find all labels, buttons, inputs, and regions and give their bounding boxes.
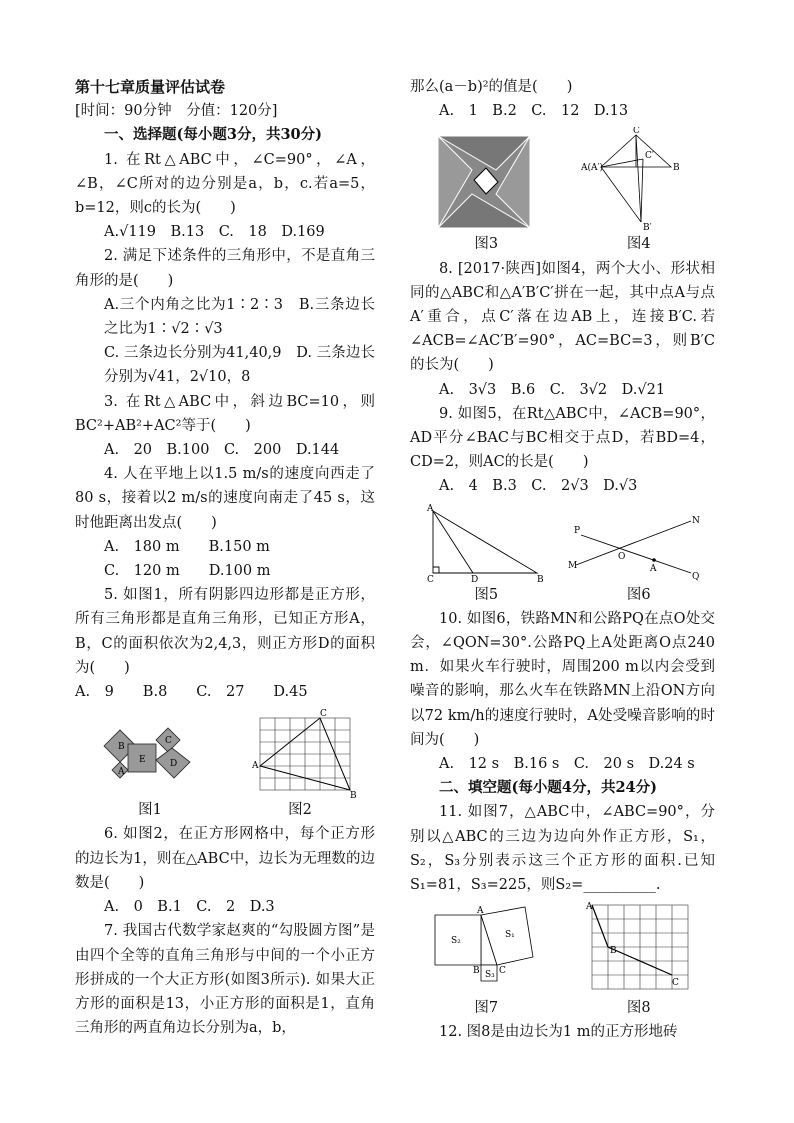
figure-8-caption: 图8 [626, 1000, 651, 1017]
question-2: 2. 满足下述条件的三角形中，不是直角三角形的是( ) [75, 248, 375, 289]
question-2-options-cd: C. 三条边长分别为41,40,9 D. 三条边长分别为√41，2√10，8 [104, 345, 375, 386]
figure-caption-row-3-4 [410, 232, 715, 256]
fig2-label-a: A [252, 761, 259, 772]
fig4-label-b: B [673, 163, 680, 174]
fig5-label-c: C [426, 574, 434, 583]
fig8-label-a: A [585, 902, 593, 913]
fig6-label-n: N [692, 515, 701, 526]
fig7-label-c: C [499, 966, 507, 977]
figure-3-caption: 图3 [474, 236, 499, 253]
fig4-label-cp: C′ [645, 151, 655, 162]
fig6-label-p: P [574, 525, 581, 536]
fig2-label-b: B [350, 791, 357, 799]
figure-2 [250, 708, 360, 798]
question-12: 12. 图8是由边长为1 m的正方形地砖 [439, 1024, 678, 1041]
figure-4-caption: 图4 [626, 236, 651, 253]
figure-1 [90, 718, 220, 798]
question-6: 6. 如图2，在正方形网格中，每个正方形的边长为1，则在△ABC中，边长为无理数的边数是( ) [75, 826, 375, 891]
figure-row-1-2 [75, 708, 375, 798]
figure-7 [431, 901, 541, 996]
question-7-options: A. 1 B.2 C. 12 D.13 [439, 103, 629, 120]
question-3-options: A. 20 B.100 C. 200 D.144 [104, 442, 340, 459]
question-10: 10. 如图6，铁路MN和公路PQ在点O处交会，∠QON=30°.公路PQ上A处距离O点240 m．如果火车行驶时，周围200 m以内会受到噪音的影响，那么火车在铁路MN上沿ON方向以72 km/h的速度行驶时，A处受噪音影响的时间为( ) [410, 610, 715, 748]
figure-row-7-8 [410, 901, 715, 996]
question-2-options-ab: A.三个内角之比为1∶2∶3 B.三条边长之比为1∶√2∶√3 [104, 296, 375, 338]
question-8: 8. [2017·陕西]如图4，两个大小、形状相同的△ABC和△A′B′C′拼在一起，其中点A与点A′重合，点C′落在边AB上，连接B′C.若∠ACB=∠AC′B′=90°，AC=BC=3，则B′C的长为( ) [410, 260, 715, 374]
question-3: 3. 在Rt△ABC中，斜边BC=10，则BC²+AB²+AC²等于( ) [75, 393, 375, 434]
section-choice-heading: 一、选择题(每小题3分，共30分) [104, 126, 322, 144]
fig4-label-bp: B′ [643, 223, 652, 233]
fig6-label-q: Q [692, 571, 700, 582]
question-1: 1. 在Rt△ABC中，∠C=90°，∠A，∠B，∠C所对的边分别是a，b，c.若a=5，b=12，则c的长为( ) [75, 151, 375, 217]
figure-caption-row-7-8 [410, 996, 715, 1020]
figure-caption-row-5-6 [410, 583, 715, 607]
question-4: 4. 人在平地上以1.5 m/s的速度向西走了80 s，接着以2 m/s的速度向南走了45 s，这时他距离出发点( ) [75, 466, 375, 531]
fig7-label-s3: S₃ [485, 970, 496, 981]
fig1-label-a: A [118, 767, 125, 778]
figure-2-caption: 图2 [288, 802, 312, 819]
question-4-options-ab: A. 180 m B.150 m [104, 538, 270, 555]
figure-8 [584, 901, 694, 996]
fig1-label-d: D [170, 759, 178, 770]
figure-4 [581, 127, 691, 232]
left-column [75, 75, 375, 1040]
fig7-label-b: B [473, 966, 480, 977]
fig6-label-m: M [568, 560, 578, 571]
fig4-label-ap: A(A′) [581, 163, 604, 174]
right-column [410, 75, 715, 1045]
section-fill-heading: 二、填空题(每小题4分，共24分) [439, 779, 657, 797]
fig1-label-e: E [139, 755, 146, 766]
figure-5 [419, 503, 549, 583]
question-9-options: A. 4 B.3 C. 2√3 D.√3 [439, 478, 638, 495]
figure-row-3-4 [410, 127, 715, 232]
fig7-label-s2: S₂ [451, 936, 462, 947]
question-8-options: A. 3√3 B.6 C. 3√2 D.√21 [439, 381, 666, 398]
fig7-label-a: A [477, 906, 484, 917]
fig1-label-c: C [165, 736, 172, 747]
question-7-continued: 那么(a－b)²的值是( ) [410, 79, 573, 95]
question-9: 9. 如图5，在Rt△ABC中，∠ACB=90°，AD平分∠BAC与BC相交于点D，若BD=4，CD=2，则AC的长是( ) [410, 405, 715, 471]
fig5-label-a: A [426, 503, 434, 514]
figure-7-caption: 图7 [474, 1000, 499, 1017]
fig6-label-a: A [650, 563, 657, 574]
question-11: 11. 如图7，△ABC中，∠ABC=90°，分别以△ABC的三边为边向外作正方形，S₁，S₂，S₃分别表示这三个正方形的面积.已知S₁=81，S₃=225，则S₂=__________. [410, 804, 715, 894]
fig7-label-s1: S₁ [505, 930, 516, 941]
exam-meta: [时间：90分钟 分值：120分] [75, 103, 278, 120]
question-1-options: A.√119 B.13 C. 18 D.169 [104, 224, 325, 241]
fig4-label-c: C [633, 127, 641, 137]
fig2-label-c: C [320, 709, 327, 720]
fig8-label-b: B [609, 946, 617, 957]
figure-1-caption: 图1 [138, 802, 162, 819]
figure-5-caption: 图5 [474, 586, 499, 603]
question-5-options: A. 9 B.8 C. 27 D.45 [75, 684, 308, 701]
question-6-options: A. 0 B.1 C. 2 D.3 [104, 899, 275, 916]
figure-row-5-6 [410, 503, 715, 583]
question-7: 7. 我国古代数学家赵爽的“勾股圆方图”是由四个全等的直角三角形与中间的一个小正方形拼成的一个大正方形(如图3所示). 如果大正方形的面积是13，小正方形的面积是1，直角三角形的两直角边长分别为a，b， [75, 923, 375, 1037]
figure-3 [434, 132, 534, 232]
question-5: 5. 如图1，所有阴影四边形都是正方形，所有三角形都是直角三角形，已知正方形A，B，C的面积依次为2,4,3，则正方形D的面积为( ) [75, 587, 375, 676]
page-title: 第十七章质量评估试卷 [75, 78, 226, 96]
fig5-label-b: B [536, 574, 544, 583]
fig1-label-b: B [118, 742, 125, 753]
question-10-options: A. 12 s B.16 s C. 20 s D.24 s [439, 756, 695, 773]
fig8-label-c: C [671, 978, 679, 989]
figure-caption-row-1-2 [75, 798, 375, 822]
figure-6 [566, 513, 706, 583]
fig6-label-o: O [618, 551, 626, 562]
question-4-options-cd: C. 120 m D.100 m [104, 563, 271, 580]
fig5-label-d: D [470, 574, 478, 583]
figure-6-caption: 图6 [626, 586, 651, 603]
